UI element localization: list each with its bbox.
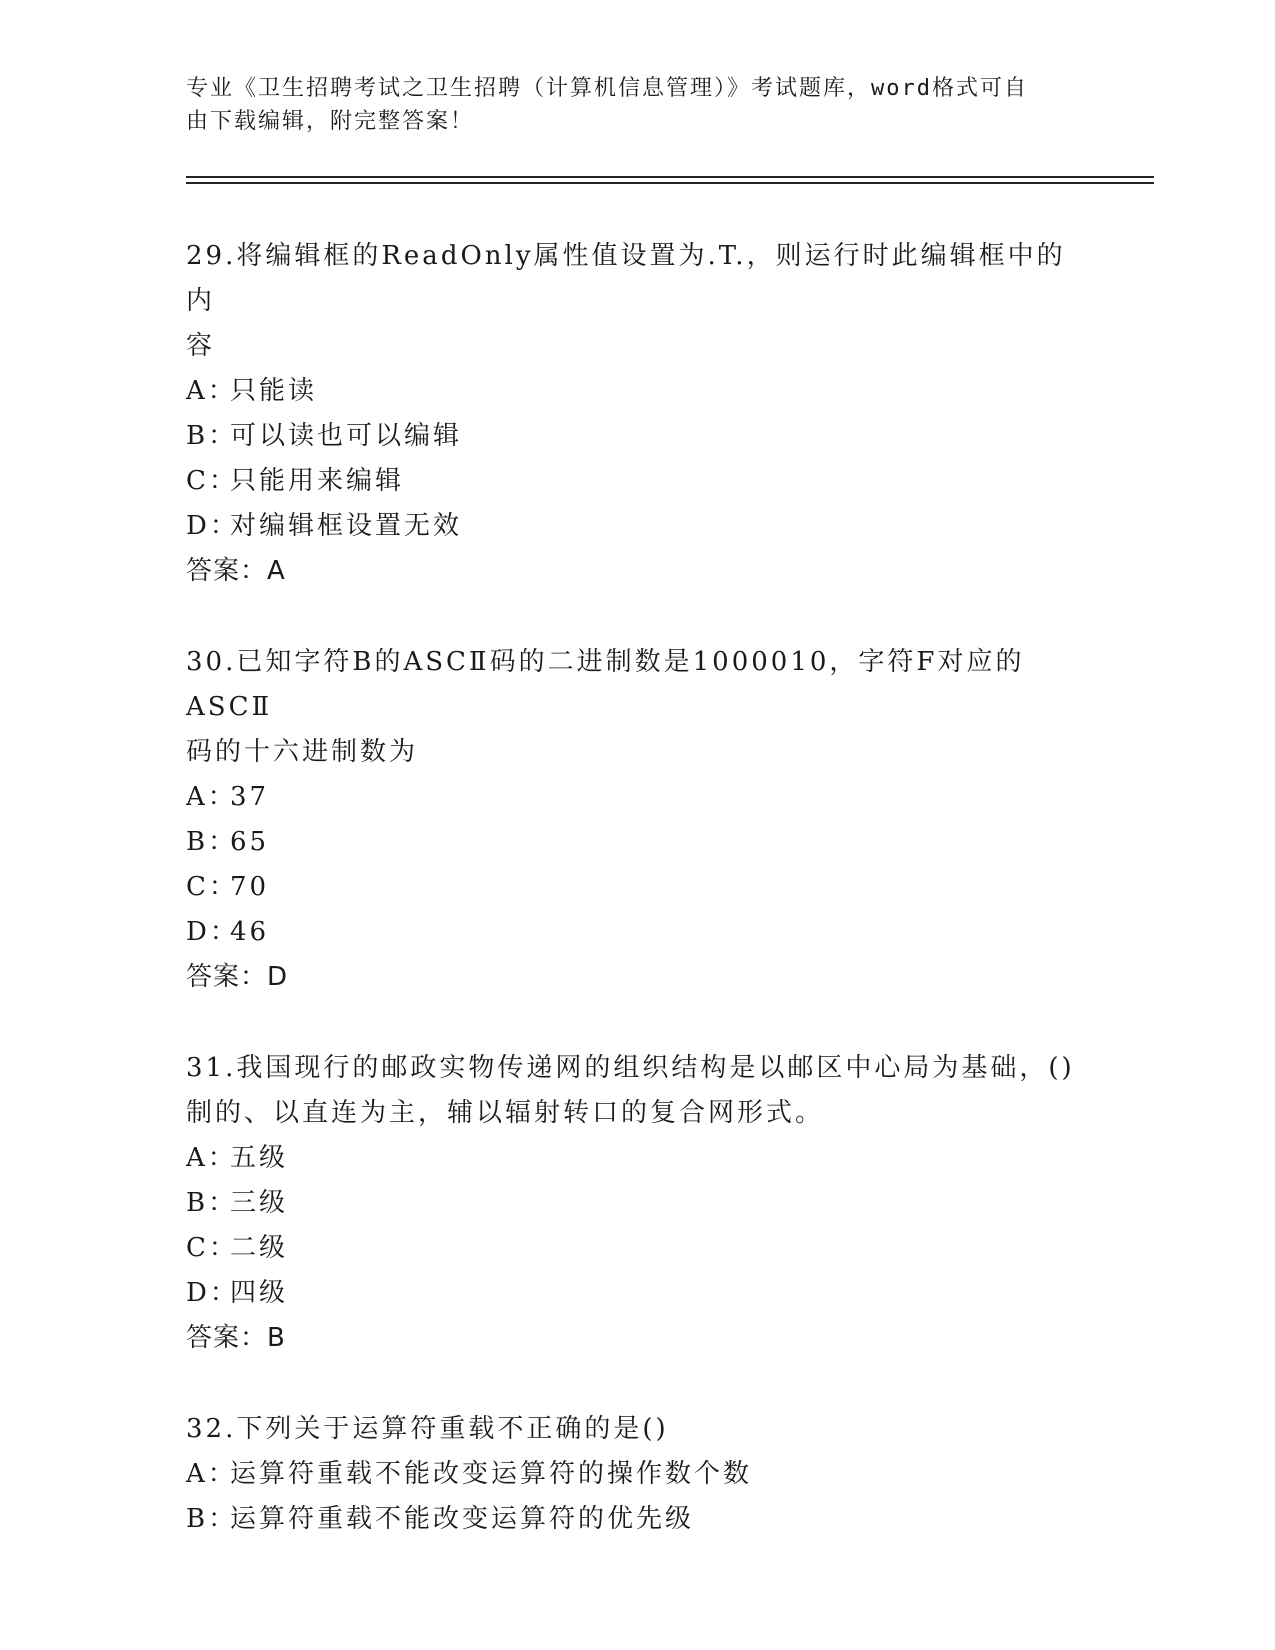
question-text-line-1: 32.下列关于运算符重载不正确的是() bbox=[186, 1414, 669, 1444]
option-text: 65 bbox=[230, 827, 270, 857]
question-30 bbox=[186, 640, 1086, 1000]
question-text-line-2: 制的、以直连为主，辅以辐射转口的复合网形式。 bbox=[186, 1098, 825, 1128]
option-letter: C： bbox=[186, 872, 238, 902]
document-header bbox=[186, 72, 1066, 138]
option-text: 运算符重载不能改变运算符的操作数个数 bbox=[230, 1459, 753, 1489]
question-list bbox=[186, 234, 1086, 1588]
option-letter: A： bbox=[186, 376, 237, 406]
question-31 bbox=[186, 1046, 1086, 1361]
option-a bbox=[186, 1452, 1086, 1497]
option-text: 可以读也可以编辑 bbox=[230, 421, 463, 451]
question-text-line-1: 30.已知字符B的ASCⅡ码的二进制数是1000010，字符F对应的ASCⅡ bbox=[186, 647, 1025, 722]
answer-label: 答案：D bbox=[186, 962, 289, 992]
option-a bbox=[186, 1136, 1086, 1181]
header-divider-bottom bbox=[186, 182, 1154, 184]
option-text: 三级 bbox=[230, 1188, 289, 1218]
question-text bbox=[186, 1046, 1086, 1136]
option-b bbox=[186, 1181, 1086, 1226]
option-d bbox=[186, 1271, 1086, 1316]
question-text bbox=[186, 1407, 1086, 1452]
option-letter: C： bbox=[186, 466, 238, 496]
question-text-line-1: 31.我国现行的邮政实物传递网的组织结构是以邮区中心局为基础，() bbox=[186, 1053, 1075, 1083]
option-letter: D： bbox=[186, 1278, 239, 1308]
option-b bbox=[186, 820, 1086, 865]
option-text: 四级 bbox=[230, 1278, 289, 1308]
option-letter: C： bbox=[186, 1233, 238, 1263]
option-letter: A： bbox=[186, 782, 237, 812]
option-c bbox=[186, 865, 1086, 910]
question-text bbox=[186, 640, 1086, 775]
option-d bbox=[186, 504, 1086, 549]
option-a bbox=[186, 369, 1086, 414]
option-letter: B： bbox=[186, 421, 238, 451]
option-letter: D： bbox=[186, 917, 239, 947]
option-text: 46 bbox=[230, 917, 270, 947]
option-text: 37 bbox=[230, 782, 270, 812]
question-text-line-2: 码的十六进制数为 bbox=[186, 737, 419, 767]
question-text bbox=[186, 234, 1086, 369]
question-text-line-2: 容 bbox=[186, 331, 216, 361]
option-text: 对编辑框设置无效 bbox=[230, 511, 463, 541]
header-divider-top bbox=[186, 176, 1154, 178]
question-32 bbox=[186, 1407, 1086, 1542]
option-letter: A： bbox=[186, 1459, 237, 1489]
option-b bbox=[186, 414, 1086, 459]
question-text-line-1: 29.将编辑框的ReadOnly属性值设置为.T.，则运行时此编辑框中的内 bbox=[186, 241, 1066, 316]
option-c bbox=[186, 1226, 1086, 1271]
option-letter: D： bbox=[186, 511, 239, 541]
option-letter: B： bbox=[186, 827, 238, 857]
option-text: 只能用来编辑 bbox=[230, 466, 405, 496]
option-text: 运算符重载不能改变运算符的优先级 bbox=[230, 1504, 695, 1534]
option-c bbox=[186, 459, 1086, 504]
option-d bbox=[186, 910, 1086, 955]
option-letter: B： bbox=[186, 1188, 238, 1218]
option-letter: A： bbox=[186, 1143, 237, 1173]
header-line-1: 专业《卫生招聘考试之卫生招聘（计算机信息管理）》考试题库，word格式可自 bbox=[186, 76, 1028, 101]
answer-label: 答案：A bbox=[186, 556, 286, 586]
option-text: 只能读 bbox=[230, 376, 318, 406]
header-line-2: 由下载编辑，附完整答案！ bbox=[186, 109, 475, 134]
option-letter: B： bbox=[186, 1504, 238, 1534]
option-text: 五级 bbox=[230, 1143, 289, 1173]
option-b bbox=[186, 1497, 1086, 1542]
option-text: 二级 bbox=[230, 1233, 289, 1263]
option-text: 70 bbox=[230, 872, 270, 902]
question-29 bbox=[186, 234, 1086, 594]
answer-label: 答案：B bbox=[186, 1323, 286, 1353]
option-a bbox=[186, 775, 1086, 820]
